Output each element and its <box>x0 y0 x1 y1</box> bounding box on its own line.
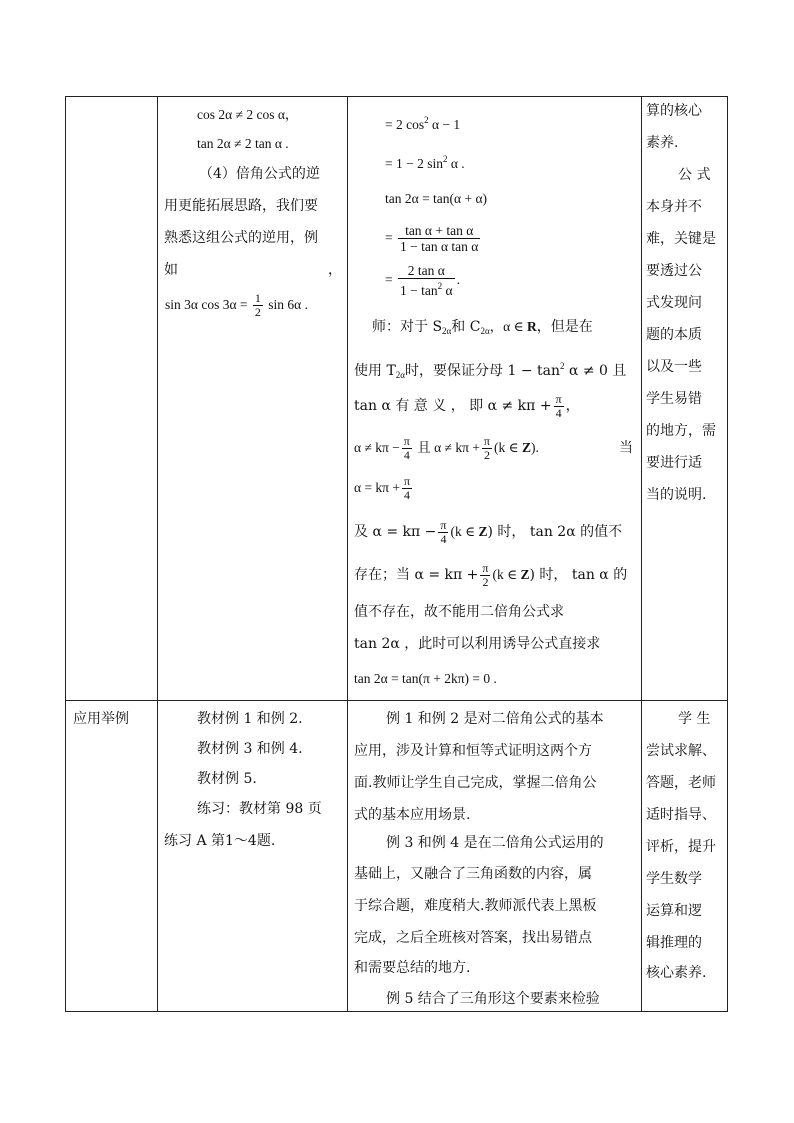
explanation-line: 应用，涉及计算和恒等式证明这两个方 <box>354 743 592 759</box>
fraction-denominator: 4 <box>404 488 411 503</box>
example-formula <box>165 288 308 322</box>
explanation-line: 和需要总结的地方. <box>354 960 471 976</box>
expr: (k ∈ <box>492 567 521 582</box>
fraction-denominator: 2 <box>482 574 489 589</box>
explanation-line: 基础上，又融合了三角函数的内容，属 <box>354 866 592 882</box>
design-note-line: 辑推理的 <box>646 935 702 951</box>
fraction <box>438 519 448 546</box>
expr: α . <box>447 156 465 171</box>
design-note-line: 要透过公 <box>646 263 702 279</box>
fraction-numerator: π <box>483 433 490 448</box>
teacher-note-line <box>354 515 622 549</box>
explanation-line: 于综合题，难度稍大.教师派代表上黑板 <box>354 898 597 914</box>
fraction-numerator: π <box>440 517 447 532</box>
expr: (k ∈ <box>493 440 522 455</box>
text: ) 时， tan α 的 <box>529 567 628 583</box>
design-note-line: 的地方，需 <box>646 423 716 439</box>
fraction-numerator: π <box>482 560 489 575</box>
superscript: 2 <box>560 361 565 371</box>
formula-tan-fraction <box>385 221 482 255</box>
teacher-note-line: 值不存在，故不能用二倍角公式求 <box>354 604 564 620</box>
text: 使用 T <box>354 363 396 379</box>
text: ， <box>565 398 580 414</box>
explanation-line: 例 1 和例 2 是对二倍角公式的基本 <box>386 711 604 727</box>
fraction <box>554 393 564 420</box>
paragraph-comma: ， <box>328 262 342 278</box>
explanation-line: 完成，之后全班核对答案，找出易错点 <box>354 930 592 946</box>
text: 师：对于 S <box>372 319 443 335</box>
fraction-denominator: 4 <box>440 531 447 546</box>
paragraph-line: 熟悉这组公式的逆用，例 <box>164 230 318 246</box>
explanation-line: 面.教师让学生自己完成，掌握二倍角公 <box>354 775 597 791</box>
expr: (k ∈ <box>450 524 479 539</box>
teacher-note-line <box>372 318 593 340</box>
fraction <box>402 475 412 502</box>
inequality-cos: cos 2α ≠ 2 cos α， <box>197 107 299 122</box>
set-symbol: Z <box>521 440 531 455</box>
inequality-tan: tan 2α ≠ 2 tan α . <box>197 136 289 151</box>
formula-cos2-form <box>385 111 460 134</box>
expr: = 2 cos <box>385 117 425 132</box>
fraction-denominator: 2 <box>483 447 490 462</box>
design-note-line: 要进行适 <box>646 455 702 471</box>
design-note-line: 学生易错 <box>646 391 702 407</box>
activity-line: 教材例 3 和例 4. <box>197 741 303 757</box>
design-note-line: 式发现问 <box>646 295 702 311</box>
formula-left: sin 3α cos 3α = <box>165 297 248 312</box>
teacher-note-line <box>354 431 539 465</box>
fraction-numerator: tan α + tan α <box>398 223 480 239</box>
column-divider <box>641 97 642 1011</box>
equals: = <box>385 272 393 287</box>
activity-line: 练习：教材第 98 页 <box>197 801 322 817</box>
formula-tan-double: tan 2α = tan(α + α) <box>385 191 488 206</box>
teacher-note-line <box>354 471 414 505</box>
design-note-line: 适时指导、 <box>646 807 716 823</box>
expr: 1 − tan <box>400 283 438 299</box>
teacher-note-line: tan 2α ，此时可以利用诱导公式直接求 <box>354 636 601 652</box>
fraction-numerator: π <box>403 433 410 448</box>
fraction-numerator: π <box>404 474 411 489</box>
design-note-line: 算的核心 <box>646 103 702 119</box>
paragraph-line: 用更能拓展思路，我们要 <box>164 198 318 214</box>
subscript: 2α <box>395 370 406 380</box>
expr: 且 α ≠ kπ + <box>413 440 480 455</box>
fraction <box>398 263 455 298</box>
section-heading-inverse: （4）倍角公式的逆 <box>199 166 320 182</box>
text: 和 C <box>451 319 481 335</box>
teacher-note-line: tan 2α = tan(π + 2kπ) = 0 . <box>354 671 497 686</box>
column-divider <box>347 97 348 1011</box>
subscript: 2α <box>442 326 452 336</box>
set-symbol: Z <box>520 567 530 582</box>
activity-line: 练习 A 第1～4题. <box>164 833 276 849</box>
fraction-denominator: 2 <box>254 305 261 320</box>
subscript: 2α <box>480 326 490 336</box>
design-note-line: 核心素养. <box>646 965 707 981</box>
set-symbol: Z <box>478 524 488 539</box>
design-note-line: 公 式 <box>678 167 711 183</box>
teacher-note-line <box>354 558 627 592</box>
design-note-line: 学 生 <box>678 711 711 727</box>
text: 存在；当 α = kπ + <box>354 567 479 583</box>
explanation-line: 例 5 结合了三角形这个要素来检验 <box>386 991 600 1007</box>
row-label-application: 应用举例 <box>73 711 129 727</box>
fraction <box>402 435 412 462</box>
formula-sin2-form <box>385 150 465 173</box>
expr: = 1 − 2 sin <box>385 156 443 171</box>
design-note-line: 运算和逻 <box>646 903 702 919</box>
activity-line: 教材例 1 和例 2. <box>197 711 303 727</box>
fraction-denominator: 1 − tan α tan α <box>400 239 479 255</box>
fraction <box>253 292 263 319</box>
design-note-line: 学生数学 <box>646 871 702 887</box>
design-note-line: 答题，老师 <box>646 775 716 791</box>
superscript: 2 <box>437 281 443 292</box>
teacher-note-line <box>354 357 626 384</box>
fraction-numerator: 2 tan α <box>398 263 455 279</box>
formula-right: sin 6α . <box>268 297 308 312</box>
set-symbol: R <box>526 319 537 334</box>
expr: ，α ∈ <box>489 319 527 334</box>
expr: α = kπ + <box>354 480 400 495</box>
expr: α − 1 <box>428 117 461 132</box>
design-note-line: 素养. <box>646 135 679 151</box>
text: ，但是在 <box>536 319 593 335</box>
fraction-denominator: 4 <box>555 405 562 420</box>
formula-tan-final <box>385 263 460 298</box>
fraction-numerator: π <box>555 391 562 406</box>
fraction <box>398 223 480 254</box>
equals: = <box>385 230 393 245</box>
text: α ≠ 0 且 <box>564 363 627 379</box>
expr: α <box>442 283 453 299</box>
design-note-line: 评析，提升 <box>646 839 716 855</box>
fraction-numerator: 1 <box>254 291 261 306</box>
design-note-line: 本身并不 <box>646 199 702 215</box>
text: tan α 有 意 义 ， 即 α ≠ kπ + <box>354 398 552 414</box>
teacher-note-word: 当 <box>619 440 633 456</box>
fraction <box>480 562 490 589</box>
teacher-note-line <box>354 389 580 423</box>
superscript: 2 <box>424 115 429 125</box>
text: 时，要保证分母 1 − tan <box>405 363 560 379</box>
row-divider <box>66 700 727 701</box>
design-note-line: 题的本质 <box>646 327 702 343</box>
period: . <box>456 272 460 287</box>
text: ) 时， tan 2α 的值不 <box>487 524 623 540</box>
design-note-line: 难，关键是 <box>646 231 716 247</box>
activity-line: 教材例 5. <box>197 771 257 787</box>
design-note-line: 尝试求解、 <box>646 743 716 759</box>
superscript: 2 <box>442 154 448 164</box>
paragraph-line: 如 <box>164 262 178 278</box>
explanation-line: 式的基本应用场景. <box>354 807 471 823</box>
design-note-line: 当的说明. <box>646 487 707 503</box>
fraction-denominator <box>398 279 455 298</box>
design-note-line: 以及一些 <box>646 359 702 375</box>
text: 及 α = kπ − <box>354 524 437 540</box>
expr: ). <box>530 440 539 455</box>
lesson-table <box>65 96 728 1012</box>
expr: α ≠ kπ − <box>354 440 400 455</box>
column-divider <box>157 97 158 1011</box>
fraction <box>482 435 492 462</box>
fraction-denominator: 4 <box>403 447 410 462</box>
explanation-line: 例 3 和例 4 是在二倍角公式运用的 <box>386 835 604 851</box>
